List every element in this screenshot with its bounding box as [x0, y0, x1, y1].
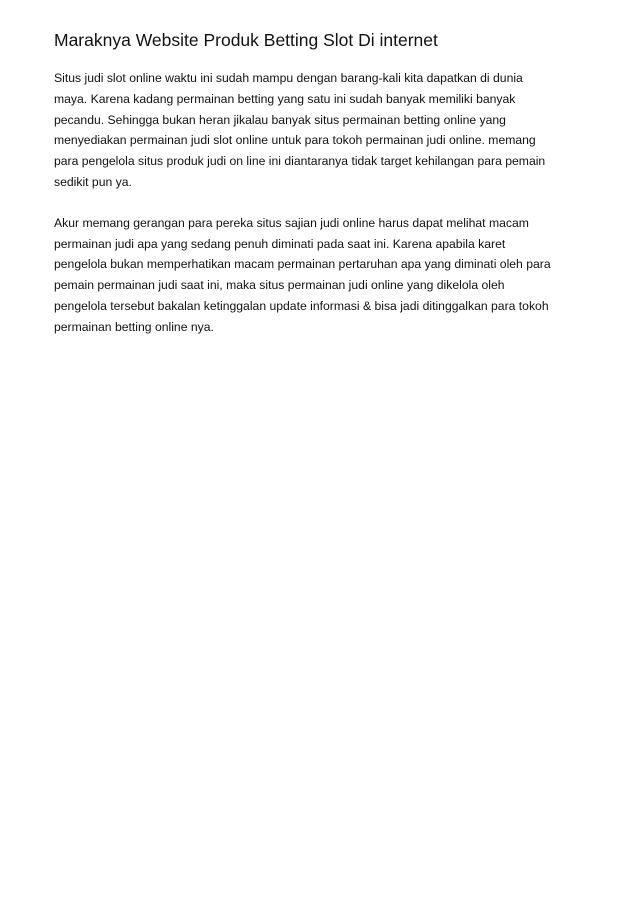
paragraph-line: pecandu. Sehingga bukan heran jikalau banyak situs permainan betting online yang: [54, 112, 506, 127]
paragraph-line: Situs judi slot online waktu ini sudah mampu dengan barang-kali kita dapatkan di dunia: [54, 71, 523, 85]
paragraph-line: para pengelola situs produk judi on line ini diantaranya tidak target kehilangan para pemain: [54, 154, 546, 169]
paragraph-line: sedikit pun ya.: [54, 174, 132, 189]
document-title: Maraknya Website Produk Betting Slot Di internet: [54, 30, 438, 50]
paragraph-line: Akur memang gerangan para pereka situs sajian judi online harus dapat melihat macam: [54, 215, 529, 230]
paragraph-line: pengelola bukan memperhatikan macam permainan pertaruhan apa yang diminati oleh para: [54, 257, 551, 272]
paragraph-line: menyediakan permainan judi slot online untuk para tokoh permainan judi online. memang: [54, 133, 536, 148]
paragraph-line: permainan betting online nya.: [54, 319, 214, 334]
paragraph-line: permainan judi apa yang sedang penuh diminati pada saat ini. Karena apabila karet: [54, 236, 506, 251]
paragraph-line: maya. Karena kadang permainan betting yang satu ini sudah banyak memiliki banyak: [54, 91, 516, 106]
paragraph-line: pemain permainan judi saat ini, maka situs permainan judi online yang dikelola oleh: [54, 278, 505, 293]
paragraph-line: pengelola tersebut bakalan ketinggalan update informasi & bisa jadi ditinggalkan para tokoh: [54, 298, 549, 313]
paragraph-1: [54, 68, 590, 193]
document-content: [54, 28, 590, 338]
paragraph-2: [54, 213, 590, 338]
